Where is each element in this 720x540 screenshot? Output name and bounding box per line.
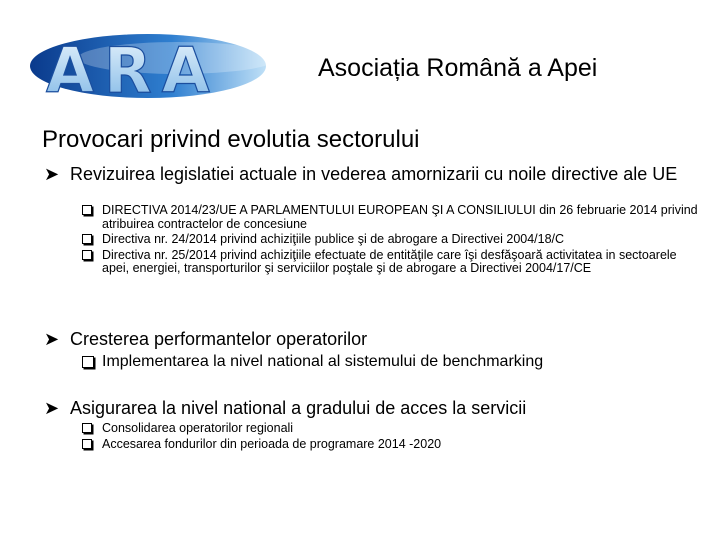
sub-bullet-text: Accesarea fondurilor din perioada de programare 2014 -2020 [102, 436, 442, 451]
section-access [44, 398, 704, 453]
sub-bullet-text: Consolidarea operatorilor regionali [102, 421, 294, 435]
arrow-bullet-icon: ➤ [44, 398, 60, 418]
sub-bullet-list [44, 204, 704, 276]
sub-bullet-text: Implementarea la nivel national al sistemului de benchmarking [102, 353, 544, 370]
sub-bullet-item [44, 233, 704, 247]
sub-bullet-item [44, 249, 704, 276]
bullet-text: Asigurarea la nivel national a gradului de acces la servicii [70, 398, 527, 418]
checkbox-bullet-icon [82, 356, 94, 368]
organization-name: Asociația Română a Apei [318, 54, 598, 82]
bullet-item [44, 164, 704, 184]
checkbox-bullet-icon [82, 423, 92, 433]
ara-logo [28, 24, 298, 114]
sub-bullet-list [44, 422, 704, 451]
checkbox-bullet-icon [82, 439, 92, 449]
bullet-item [44, 398, 704, 418]
sub-bullet-text: Directiva nr. 25/2014 privind achiziţiile efectuate de entităţile care îşi desfăşoară activitatea in sectoarele apei, energiei, transporturilor şi serviciilor poştale şi de abrogare a Directivei 2004/17/CE [102, 247, 677, 275]
bullet-item [44, 329, 704, 349]
section-legislation [44, 164, 704, 278]
sub-bullet-text: DIRECTIVA 2014/23/UE A PARLAMENTULUI EUROPEAN ŞI A CONSILIULUI din 26 februarie 2014 privind atribuirea contractelor de concesiune [102, 203, 698, 231]
arrow-bullet-icon: ➤ [44, 164, 60, 184]
bullet-text: Cresterea performantelor operatorilor [70, 329, 368, 349]
checkbox-bullet-icon [82, 250, 92, 260]
sub-bullet-item [44, 204, 704, 231]
bullet-text: Revizuirea legislatiei actuale in vederea amornizarii cu noile directive ale UE [70, 164, 678, 184]
sub-bullet-list [44, 353, 704, 371]
logo-letters: ARA [46, 34, 220, 107]
arrow-bullet-icon: ➤ [44, 329, 60, 349]
sub-bullet-item [44, 422, 704, 436]
section-performance [44, 329, 704, 373]
sub-bullet-item [44, 438, 704, 452]
checkbox-bullet-icon [82, 234, 92, 244]
slide-title: Provocari privind evolutia sectorului [42, 126, 420, 153]
sub-bullet-item [44, 353, 704, 371]
sub-bullet-text: Directiva nr. 24/2014 privind achiziţiile publice şi de abrogare a Directivei 2004/18/C [102, 232, 565, 246]
checkbox-bullet-icon [82, 205, 92, 215]
